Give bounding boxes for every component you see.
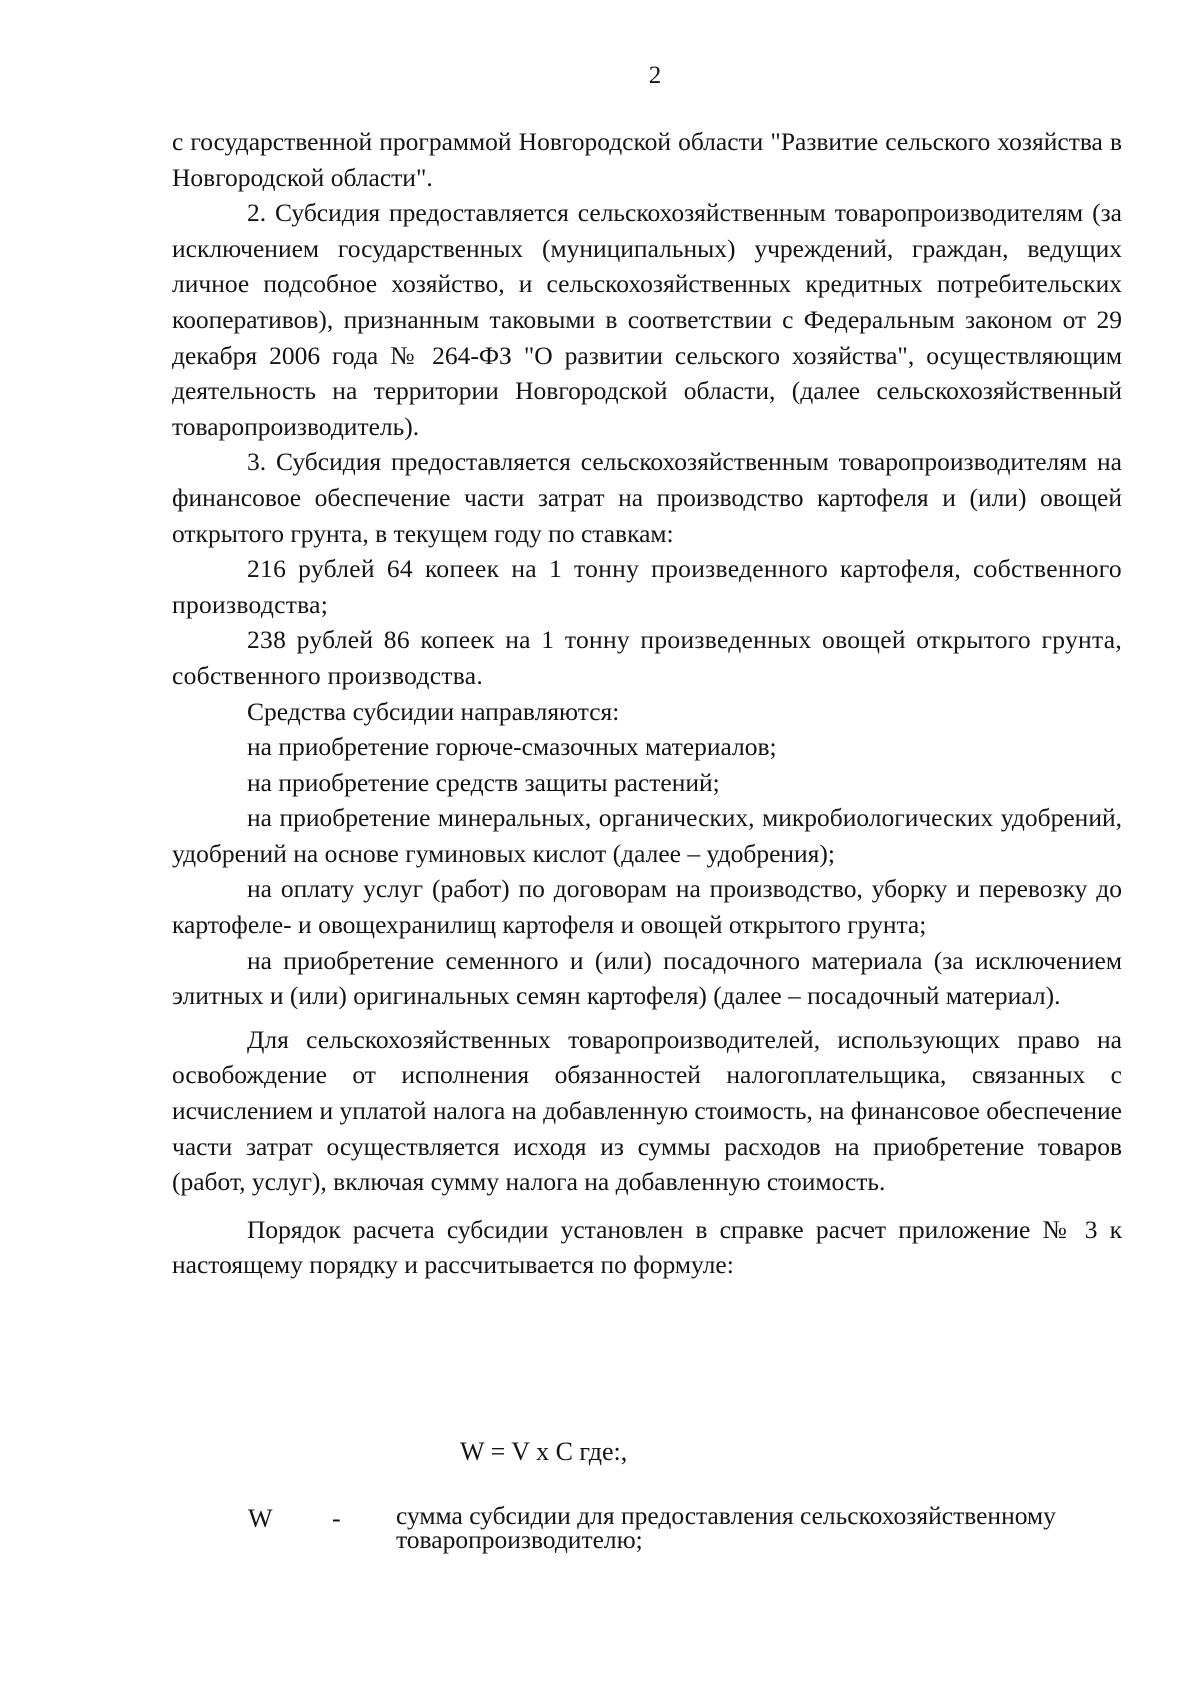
paragraph-3: 3. Субсидия предоставляется сельскохозяйственным товаропроизводителям на финансовое обеспечение части затрат на производство картофеля и (или) овощей открытого грунта, в текущем году по ставкам: — [172, 447, 1122, 548]
definition-text: сумма субсидии для предоставления сельскохозяйственному товаропроизводителю; — [396, 1501, 1056, 1554]
paragraph-vat: Для сельскохозяйственных товаропроизводителей, использующих право на освобождение от исполнения обязанностей налогоплательщика, связанных с исчислением и уплатой налога на добавленную стоимость, на финансовое обеспечение части затрат осуществляется исходя из суммы расходов на приобретение товаров (работ, услуг), включая сумму налога на добавленную стоимость. — [172, 1024, 1122, 1197]
paragraph-calculation-order: Порядок расчета субсидии установлен в справке расчет приложение № 3 к настоящему порядку и рассчитывается по формуле: — [172, 1214, 1122, 1280]
paragraph-2: 2. Субсидия предоставляется сельскохозяйственным товаропроизводителям (за исключением государственных (муниципальных) учреждений, граждан, ведущих личное подсобное хозяйство, и сельскохозяйственных кредитных потребительских кооперативов), признанным таковыми в соответствии с Федеральным законом от 29 декабря 2006 года № 264-ФЗ "О развитии сельского хозяйства", осуществляющим деятельность на территории Новгородской области, (далее сельскохозяйственный товаропроизводитель). — [172, 198, 1122, 441]
definition-dash: - — [332, 1504, 341, 1533]
paragraph-intro: с государственной программой Новгородской области "Развитие сельского хозяйства в Новгородской области". — [172, 127, 1122, 192]
document-body — [172, 124, 1122, 1283]
funds-item-plant-protection: на приобретение средств защиты растений; — [247, 767, 720, 797]
funds-directed-heading: Средства субсидии направляются: — [247, 696, 620, 726]
definition-symbol: W — [248, 1504, 273, 1533]
page-number: 2 — [648, 62, 662, 89]
rate-vegetables: 238 рублей 86 копеек на 1 тонну произведенных овощей открытого грунта, собственного производства. — [172, 625, 1122, 690]
funds-item-services: на оплату услуг (работ) по договорам на производство, уборку и перевозку до картофеле- и овощехранилищ картофеля и овощей открытого грунта; — [172, 874, 1122, 940]
funds-item-fuel: на приобретение горюче-смазочных материалов; — [247, 732, 777, 762]
rate-potato: 216 рублей 64 копеек на 1 тонну произведенного картофеля, собственного производства; — [172, 554, 1122, 619]
formula: W = V x C где:, — [460, 1437, 628, 1466]
funds-item-seed-material: на приобретение семенного и (или) посадочного материала (за исключением элитных и (или) оригинальных семян картофеля) (далее – посадочный материал). — [172, 945, 1122, 1011]
funds-item-fertilizers: на приобретение минеральных, органических, микробиологических удобрений, удобрений на основе гуминовых кислот (далее – удобрения); — [172, 803, 1122, 868]
